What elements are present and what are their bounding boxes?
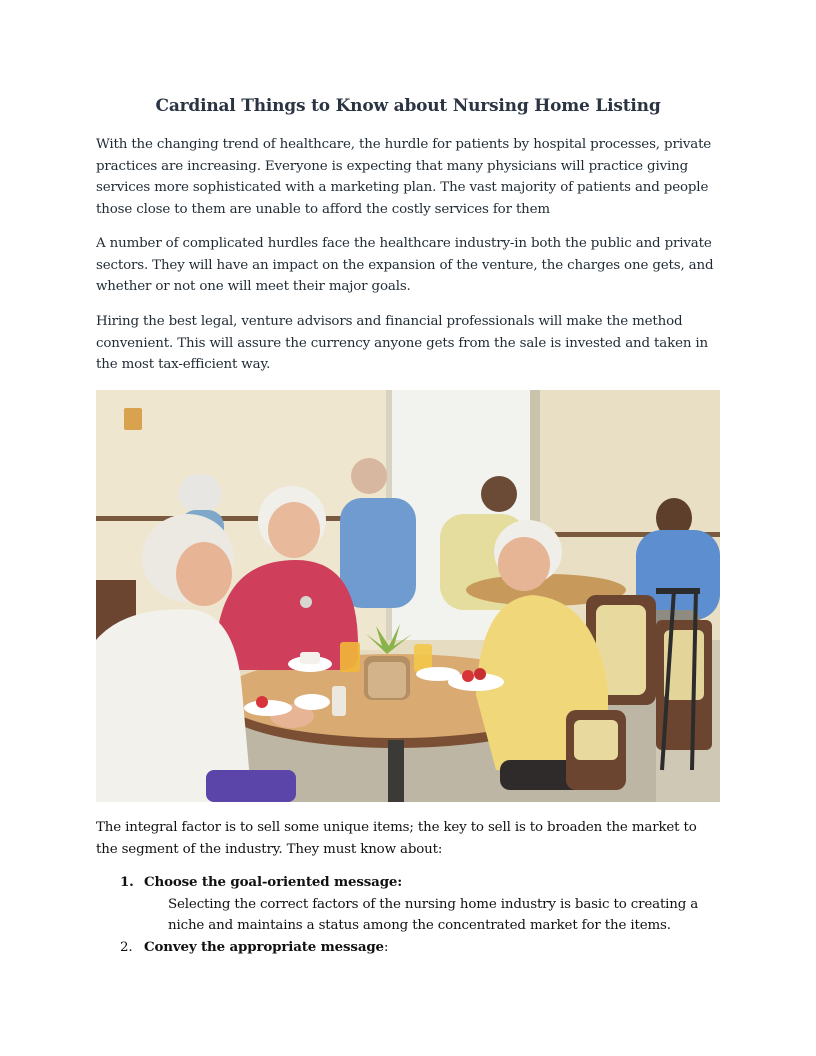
paragraph-2: A number of complicated hurdles face the healthcare industry-in both the public and private sectors. They will have an impact on the expansion of the venture, the charges one gets, and whether or not one will meet their major goals. [96, 236, 714, 295]
list-item-suffix: : [383, 939, 389, 955]
numbered-list [96, 872, 720, 958]
paragraph-1: With the changing trend of healthcare, the hurdle for patients by hospital processes, private practices are increasing. Everyone is expecting that many physicians will practice giving services more sophisticated with a marketing plan. The vast majority of patients and people those close to them are unable to afford the costly services for them [96, 137, 712, 217]
list-item-description: Selecting the correct factors of the nursing home industry is basic to creating a niche and maintains a status among the concentrated market for the items. [168, 896, 699, 934]
paragraph-3: Hiring the best legal, venture advisors and financial professionals will make the method convenient. This will assure the currency anyone gets from the sale is invested and taken in the most tax-efficient way. [96, 314, 709, 373]
list-item-number: 1. [120, 874, 134, 890]
list-item [96, 872, 720, 937]
nursing-home-dining-photo [96, 390, 720, 802]
list-item-title: Convey the appropriate message [144, 938, 384, 955]
list-item [96, 937, 720, 959]
list-item-title: Choose the goal-oriented message: [144, 874, 403, 890]
list-item-number: 2. [120, 939, 133, 955]
paragraph-4: The integral factor is to sell some unique items; the key to sell is to broaden the market to the segment of the industry. They must know about: [96, 820, 697, 857]
document-title: Cardinal Things to Know about Nursing Home Listing [155, 96, 661, 116]
